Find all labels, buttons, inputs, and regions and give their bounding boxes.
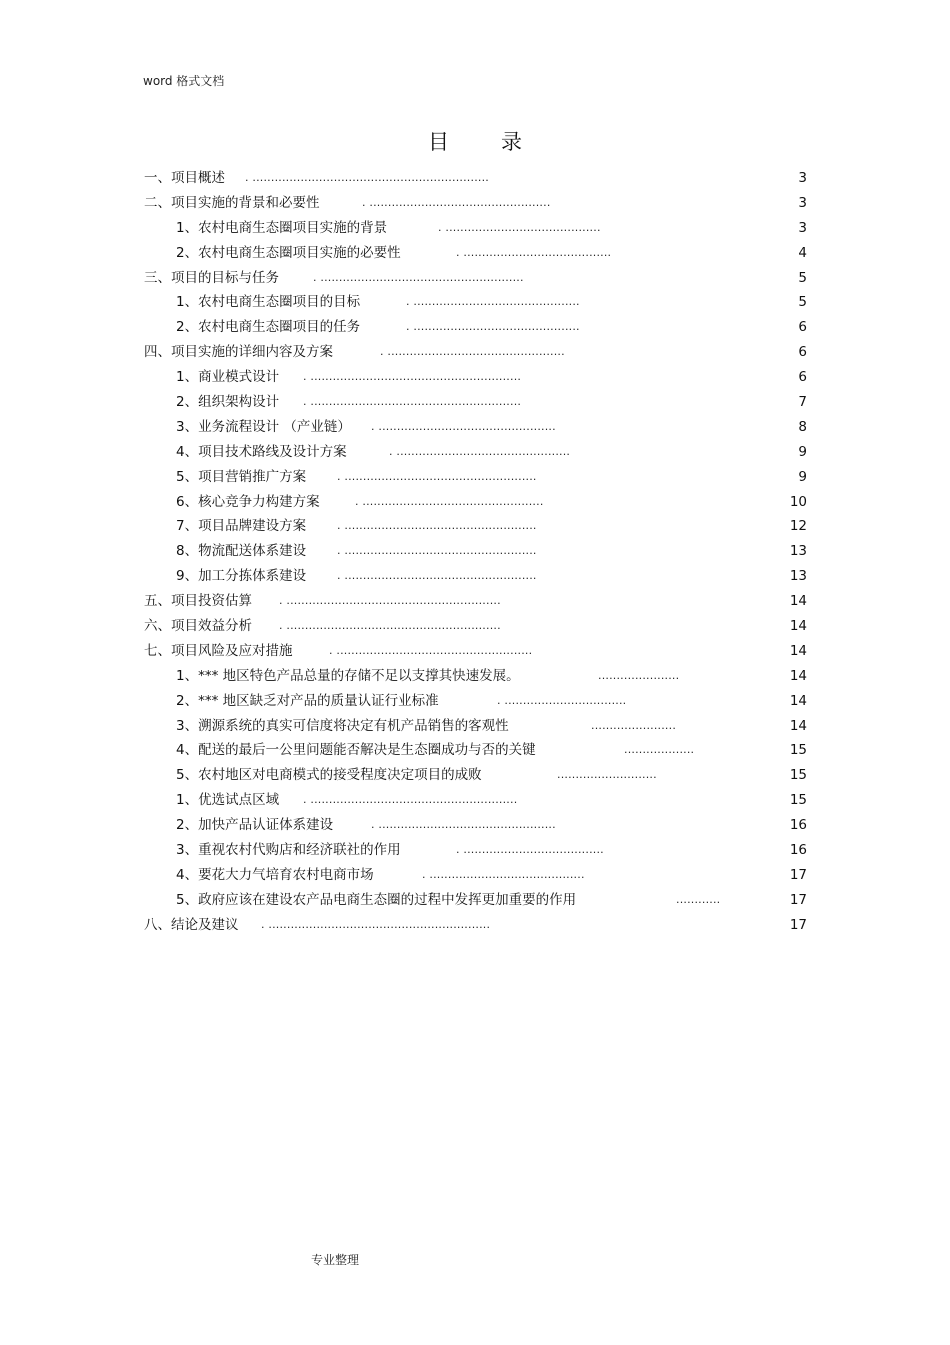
- toc-entry-label: 6、核心竞争力构建方案: [176, 493, 320, 510]
- toc-entry[interactable]: [0, 465, 950, 490]
- toc-entry-label: 2、*** 地区缺乏对产品的质量认证行业标准: [176, 692, 439, 709]
- toc-entry-label: 4、项目技术路线及设计方案: [176, 443, 347, 460]
- toc-entry-leader: . .........................................................: [303, 395, 522, 409]
- toc-entry-label: 1、农村电商生态圈项目实施的背景: [176, 219, 388, 236]
- toc-entry-page-number: 14: [789, 618, 807, 635]
- toc-entry[interactable]: [0, 788, 950, 813]
- toc-entry-page-number: 14: [789, 692, 807, 709]
- toc-entry[interactable]: [0, 689, 950, 714]
- toc-entry-page-number: 5: [798, 294, 807, 311]
- toc-entry[interactable]: [0, 514, 950, 539]
- toc-entry-leader: . .........................................................: [303, 370, 522, 384]
- toc-entry-page-number: 14: [789, 642, 807, 659]
- toc-entry-page-number: 17: [789, 891, 807, 908]
- toc-entry[interactable]: [0, 813, 950, 838]
- toc-entry-page-number: 15: [789, 742, 807, 759]
- toc-entry-page-number: 12: [789, 518, 807, 535]
- toc-entry-label: 六、项目效益分析: [144, 618, 252, 635]
- toc-entry-leader: ......................: [598, 668, 680, 682]
- toc-entry-label: 2、农村电商生态圈项目的任务: [176, 319, 361, 336]
- toc-entry-leader: ...................: [624, 743, 695, 757]
- toc-entry[interactable]: [0, 888, 950, 913]
- toc-entry-page-number: 14: [789, 667, 807, 684]
- toc-entry[interactable]: [0, 340, 950, 365]
- toc-entry-page-number: 5: [798, 269, 807, 286]
- toc-entry-leader: . ....................................................: [337, 544, 537, 558]
- toc-entry-leader: . ............................................................: [261, 917, 491, 931]
- toc-entry-page-number: 9: [798, 468, 807, 485]
- toc-entry-leader: . ..........................................................: [279, 594, 501, 608]
- toc-entry-leader: . .......................................................: [313, 270, 524, 284]
- toc-list: [0, 166, 950, 938]
- toc-entry-leader: . ..........................................................: [279, 619, 501, 633]
- toc-entry-page-number: 13: [789, 568, 807, 585]
- toc-entry-label: 8、物流配送体系建设: [176, 543, 307, 560]
- toc-entry-leader: . .................................................: [355, 494, 544, 508]
- toc-entry-page-number: 14: [789, 717, 807, 734]
- toc-entry-label: 4、要花大力气培育农村电商市场: [176, 866, 374, 883]
- toc-entry[interactable]: [0, 440, 950, 465]
- toc-entry-page-number: 17: [789, 866, 807, 883]
- toc-entry[interactable]: [0, 191, 950, 216]
- toc-entry-page-number: 16: [789, 817, 807, 834]
- toc-entry-label: 1、*** 地区特色产品总量的存储不足以支撑其快速发展。: [176, 667, 520, 684]
- toc-entry-label: 7、项目品牌建设方案: [176, 518, 307, 535]
- toc-entry-label: 3、重视农村代购店和经济联社的作用: [176, 842, 401, 859]
- toc-entry[interactable]: [0, 639, 950, 664]
- toc-entry-label: 5、政府应该在建设农产品电商生态圈的过程中发挥更加重要的作用: [176, 891, 577, 908]
- toc-entry-leader: . ........................................: [456, 245, 612, 259]
- toc-entry-leader: . ..........................................: [438, 220, 601, 234]
- toc-entry-page-number: 15: [789, 792, 807, 809]
- toc-entry-page-number: 3: [798, 194, 807, 211]
- toc-entry[interactable]: [0, 838, 950, 863]
- toc-entry[interactable]: [0, 490, 950, 515]
- toc-entry-label: 四、项目实施的详细内容及方案: [144, 344, 333, 361]
- toc-entry-leader: . .................................: [497, 693, 627, 707]
- page-header: word 格式文档: [143, 74, 225, 88]
- toc-entry[interactable]: [0, 166, 950, 191]
- toc-entry-label: 2、组织架构设计: [176, 394, 280, 411]
- toc-entry[interactable]: [0, 664, 950, 689]
- toc-entry-page-number: 9: [798, 443, 807, 460]
- toc-entry-page-number: 13: [789, 543, 807, 560]
- toc-entry-label: 三、项目的目标与任务: [144, 269, 279, 286]
- toc-entry[interactable]: [0, 315, 950, 340]
- toc-entry-leader: . ....................................................: [337, 469, 537, 483]
- toc-entry-page-number: 14: [789, 593, 807, 610]
- toc-entry-page-number: 16: [789, 842, 807, 859]
- toc-entry-leader: . ........................................................: [303, 793, 518, 807]
- toc-entry-label: 1、商业模式设计: [176, 369, 280, 386]
- toc-entry[interactable]: [0, 738, 950, 763]
- page-footer: 专业整理: [311, 1253, 360, 1267]
- toc-entry[interactable]: [0, 266, 950, 291]
- toc-entry-leader: . ....................................................: [337, 569, 537, 583]
- toc-entry-page-number: 6: [798, 369, 807, 386]
- toc-entry-leader: . ................................................: [371, 818, 556, 832]
- toc-entry-leader: . .................................................: [362, 195, 551, 209]
- toc-entry-leader: . ................................................................: [245, 171, 489, 184]
- toc-entry-page-number: 8: [798, 418, 807, 435]
- toc-entry-label: 一、项目概述: [144, 170, 225, 186]
- toc-entry-page-number: 17: [789, 916, 807, 933]
- toc-entry[interactable]: [0, 763, 950, 788]
- toc-entry[interactable]: [0, 714, 950, 739]
- toc-entry-leader: . ......................................: [456, 843, 604, 857]
- toc-entry-leader: . ....................................................: [337, 519, 537, 533]
- toc-entry[interactable]: [0, 564, 950, 589]
- toc-entry[interactable]: [0, 290, 950, 315]
- toc-entry-page-number: 3: [798, 219, 807, 236]
- toc-title: 目录: [428, 130, 574, 154]
- toc-entry-label: 1、优选试点区域: [176, 792, 280, 809]
- toc-entry[interactable]: [0, 241, 950, 266]
- toc-entry-page-number: 3: [798, 170, 807, 186]
- toc-entry-page-number: 6: [798, 344, 807, 361]
- toc-entry-page-number: 10: [789, 493, 807, 510]
- toc-entry-leader: . ..........................................: [422, 867, 585, 881]
- toc-entry[interactable]: [0, 539, 950, 564]
- toc-entry-page-number: 6: [798, 319, 807, 336]
- toc-entry[interactable]: [0, 863, 950, 888]
- toc-entry[interactable]: [0, 390, 950, 415]
- toc-entry-leader: .......................: [591, 718, 677, 732]
- toc-entry[interactable]: [0, 614, 950, 639]
- toc-entry-label: 3、溯源系统的真实可信度将决定有机产品销售的客观性: [176, 717, 509, 734]
- toc-entry[interactable]: [0, 415, 950, 440]
- toc-entry-label: 5、项目营销推广方案: [176, 468, 307, 485]
- toc-entry-label: 五、项目投资估算: [144, 593, 252, 610]
- toc-entry-label: 2、农村电商生态圈项目实施的必要性: [176, 244, 401, 261]
- toc-entry-label: 二、项目实施的背景和必要性: [144, 194, 320, 211]
- toc-entry[interactable]: [0, 216, 950, 241]
- toc-entry-label: 3、业务流程设计 （产业链）: [176, 418, 351, 435]
- toc-entry-leader: ............: [676, 892, 721, 906]
- toc-entry-page-number: 15: [789, 767, 807, 784]
- toc-entry-label: 2、加快产品认证体系建设: [176, 817, 334, 834]
- toc-entry-page-number: 4: [798, 244, 807, 261]
- toc-entry-leader: . ...............................................: [389, 444, 571, 458]
- toc-entry-leader: . .............................................: [406, 320, 580, 334]
- toc-entry-leader: . .....................................................: [329, 643, 533, 657]
- toc-entry-label: 八、结论及建议: [144, 916, 239, 933]
- toc-entry-page-number: 7: [798, 394, 807, 411]
- toc-entry-label: 4、配送的最后一公里问题能否解决是生态圈成功与否的关键: [176, 742, 536, 759]
- toc-entry[interactable]: [0, 365, 950, 390]
- toc-entry-leader: . ................................................: [371, 419, 556, 433]
- toc-entry-label: 5、农村地区对电商模式的接受程度决定项目的成败: [176, 767, 482, 784]
- toc-entry-leader: . .............................................: [406, 295, 580, 309]
- toc-entry-label: 1、农村电商生态圈项目的目标: [176, 294, 361, 311]
- toc-entry[interactable]: [0, 589, 950, 614]
- toc-entry-leader: ...........................: [557, 768, 657, 782]
- toc-entry-label: 9、加工分拣体系建设: [176, 568, 307, 585]
- toc-entry-label: 七、项目风险及应对措施: [144, 642, 293, 659]
- toc-entry[interactable]: [0, 913, 950, 938]
- toc-entry-leader: . ................................................: [380, 345, 565, 359]
